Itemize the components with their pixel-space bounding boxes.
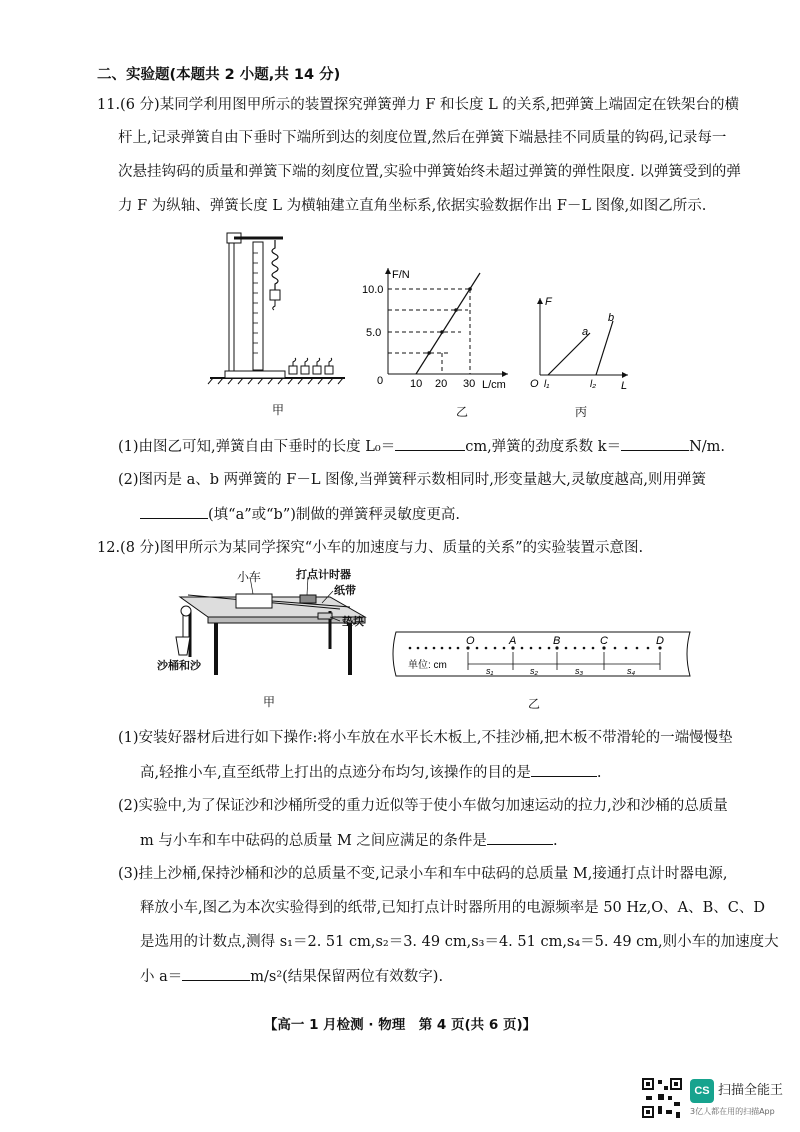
tape-point-b: B bbox=[553, 635, 561, 647]
fig-label-yi: 乙 bbox=[456, 405, 469, 419]
bing-x-label: L bbox=[621, 380, 628, 392]
graph-y-tick: 5.0 bbox=[366, 327, 382, 339]
graph-y-label: F/N bbox=[392, 269, 410, 281]
q12-part3-line: 释放小车,图乙为本次实验得到的纸带,已知打点计时器所用的电源频率是 50 Hz,O、A、B、C、D bbox=[140, 900, 766, 916]
bing-l2-label: l₂ bbox=[590, 379, 597, 390]
q11-part1-text-a: (1)由图乙可知,弹簧自由下垂时的长度 L₀＝ bbox=[118, 439, 396, 455]
bing-origin: O bbox=[530, 378, 539, 390]
q12-part2-text-b: m 与小车和车中砝码的总质量 M 之间应满足的条件是 bbox=[140, 833, 487, 849]
figure-paper-tape bbox=[388, 628, 698, 684]
graph-origin: 0 bbox=[377, 375, 384, 387]
fig-label-bing: 丙 bbox=[575, 405, 588, 419]
q11-part1-text-b: cm,弹簧的劲度系数 k＝ bbox=[465, 439, 622, 455]
tape-unit: 单位: cm bbox=[408, 660, 447, 671]
scanner-app-name: 扫描全能王 bbox=[718, 1083, 784, 1098]
graph-x-tick: 20 bbox=[435, 378, 448, 390]
tape-segment-s1: s₁ bbox=[486, 666, 494, 676]
label-timer: 打点计时器 bbox=[296, 569, 351, 581]
graph-x-tick: 30 bbox=[463, 378, 476, 390]
page-footer: 【高一 1 月检测 · 物理 第 4 页(共 6 页)】 bbox=[263, 1017, 537, 1033]
tape-segment-s3: s₃ bbox=[575, 666, 584, 676]
q12-stem: 12.(8 分)图甲所示为某同学探究“小车的加速度与力、质量的关系”的实验装置示意图. bbox=[97, 540, 644, 556]
tape-point-a: A bbox=[509, 635, 517, 647]
fig12-label-yi: 乙 bbox=[528, 697, 541, 711]
q11-stem-line: 力 F 为纵轴、弹簧长度 L 为横轴建立直角坐标系,依据实验数据作出 F－L 图像,如图乙所示. bbox=[118, 198, 707, 214]
q11-part2-line: (2)图丙是 a、b 两弹簧的 F－L 图像,当弹簧秤示数相同时,形变量越大,灵敏度越高,则用弹簧 bbox=[118, 472, 707, 488]
q12-part3-text-d: 小 a＝ bbox=[140, 969, 183, 985]
label-tape: 纸带 bbox=[334, 585, 356, 597]
figure-a-b-graph bbox=[528, 293, 638, 393]
q11-part2-line2 bbox=[140, 504, 460, 525]
tape-point-d: D bbox=[656, 635, 664, 647]
label-car: 小车 bbox=[237, 570, 262, 584]
q12-part1-line: (1)安装好器材后进行如下操作:将小车放在水平长木板上,不挂沙桶,把木板不带滑轮的一端慢慢垫 bbox=[118, 730, 733, 746]
q12-part1-line2: 高,轻推小车,直至纸带上打出的点迹分布均匀,该操作的目的是 . bbox=[140, 762, 601, 783]
answer-blank-acceleration[interactable] bbox=[182, 966, 250, 981]
q11-part2-text-b: (填“a”或“b”)制做的弹簧秤灵敏度更高. bbox=[208, 507, 461, 523]
fig12-label-jia: 甲 bbox=[263, 695, 276, 709]
graph-y-tick: 10.0 bbox=[362, 284, 384, 296]
section-heading: 二、实验题(本题共 2 小题,共 14 分) bbox=[97, 67, 341, 83]
bing-y-label: F bbox=[545, 296, 552, 308]
bing-line-a-label: a bbox=[582, 326, 589, 338]
tape-segment-s4: s₄ bbox=[627, 666, 636, 676]
bing-l1-label: l₁ bbox=[544, 379, 550, 390]
q12-part3-text-e: m/s²(结果保留两位有效数字). bbox=[250, 969, 444, 985]
q12-part3-line: 是选用的计数点,测得 s₁＝2. 51 cm,s₂＝3. 49 cm,s₃＝4. 51 cm,s₄＝5. 49 cm,则小车的加速度大 bbox=[140, 934, 779, 950]
tape-segment-s2: s₂ bbox=[530, 666, 538, 676]
label-block: 垫块 bbox=[342, 616, 364, 628]
answer-blank-condition[interactable] bbox=[487, 830, 553, 845]
q12-part2-line2: m 与小车和车中砝码的总质量 M 之间应满足的条件是 . bbox=[140, 830, 558, 851]
scanner-tagline: 3亿人都在用的扫描App bbox=[690, 1107, 775, 1116]
scanner-logo-icon: CS bbox=[690, 1079, 714, 1103]
bing-line-b-label: b bbox=[608, 312, 615, 324]
q11-stem-line: 杆上,记录弹簧自由下垂时下端所到达的刻度位置,然后在弹簧下端悬挂不同质量的钩码,记录每一 bbox=[118, 130, 727, 146]
answer-blank-k[interactable] bbox=[621, 436, 689, 451]
q12-part3-line: (3)挂上沙桶,保持沙桶和沙的总质量不变,记录小车和车中砝码的总质量 M,接通打点计时器电源, bbox=[118, 866, 728, 882]
tape-point-o: O bbox=[466, 635, 475, 647]
q11-part1 bbox=[118, 436, 725, 457]
q11-stem-line: 次悬挂钩码的质量和弹簧下端的刻度位置,实验中弹簧始终未超过弹簧的弹性限度. 以弹簧受到的弹 bbox=[118, 164, 741, 180]
q12-part3-line4 bbox=[140, 966, 443, 987]
answer-blank-spring[interactable] bbox=[140, 504, 208, 519]
fig-label-jia: 甲 bbox=[272, 403, 285, 417]
q11-part1-text-c: N/m. bbox=[689, 439, 726, 455]
graph-x-label: L/cm bbox=[482, 379, 506, 391]
label-bucket: 沙桶和沙 bbox=[157, 660, 201, 672]
qr-code-icon bbox=[640, 1076, 684, 1120]
tape-point-c: C bbox=[600, 635, 608, 647]
figure-spring-stand bbox=[205, 228, 355, 388]
answer-blank-purpose[interactable] bbox=[531, 762, 597, 777]
graph-x-tick: 10 bbox=[410, 378, 423, 390]
figure-f-l-graph bbox=[358, 258, 518, 398]
q11-stem-line: 11.(6 分)某同学利用图甲所示的装置探究弹簧弹力 F 和长度 L 的关系,把弹簧上端固定在铁架台的横 bbox=[97, 97, 739, 113]
q12-part1-text-b: 高,轻推小车,直至纸带上打出的点迹分布均匀,该操作的目的是 bbox=[140, 765, 531, 781]
answer-blank-l0[interactable] bbox=[395, 436, 465, 451]
q12-part2-line: (2)实验中,为了保证沙和沙桶所受的重力近似等于使小车做匀加速运动的拉力,沙和沙桶的总质量 bbox=[118, 798, 728, 814]
